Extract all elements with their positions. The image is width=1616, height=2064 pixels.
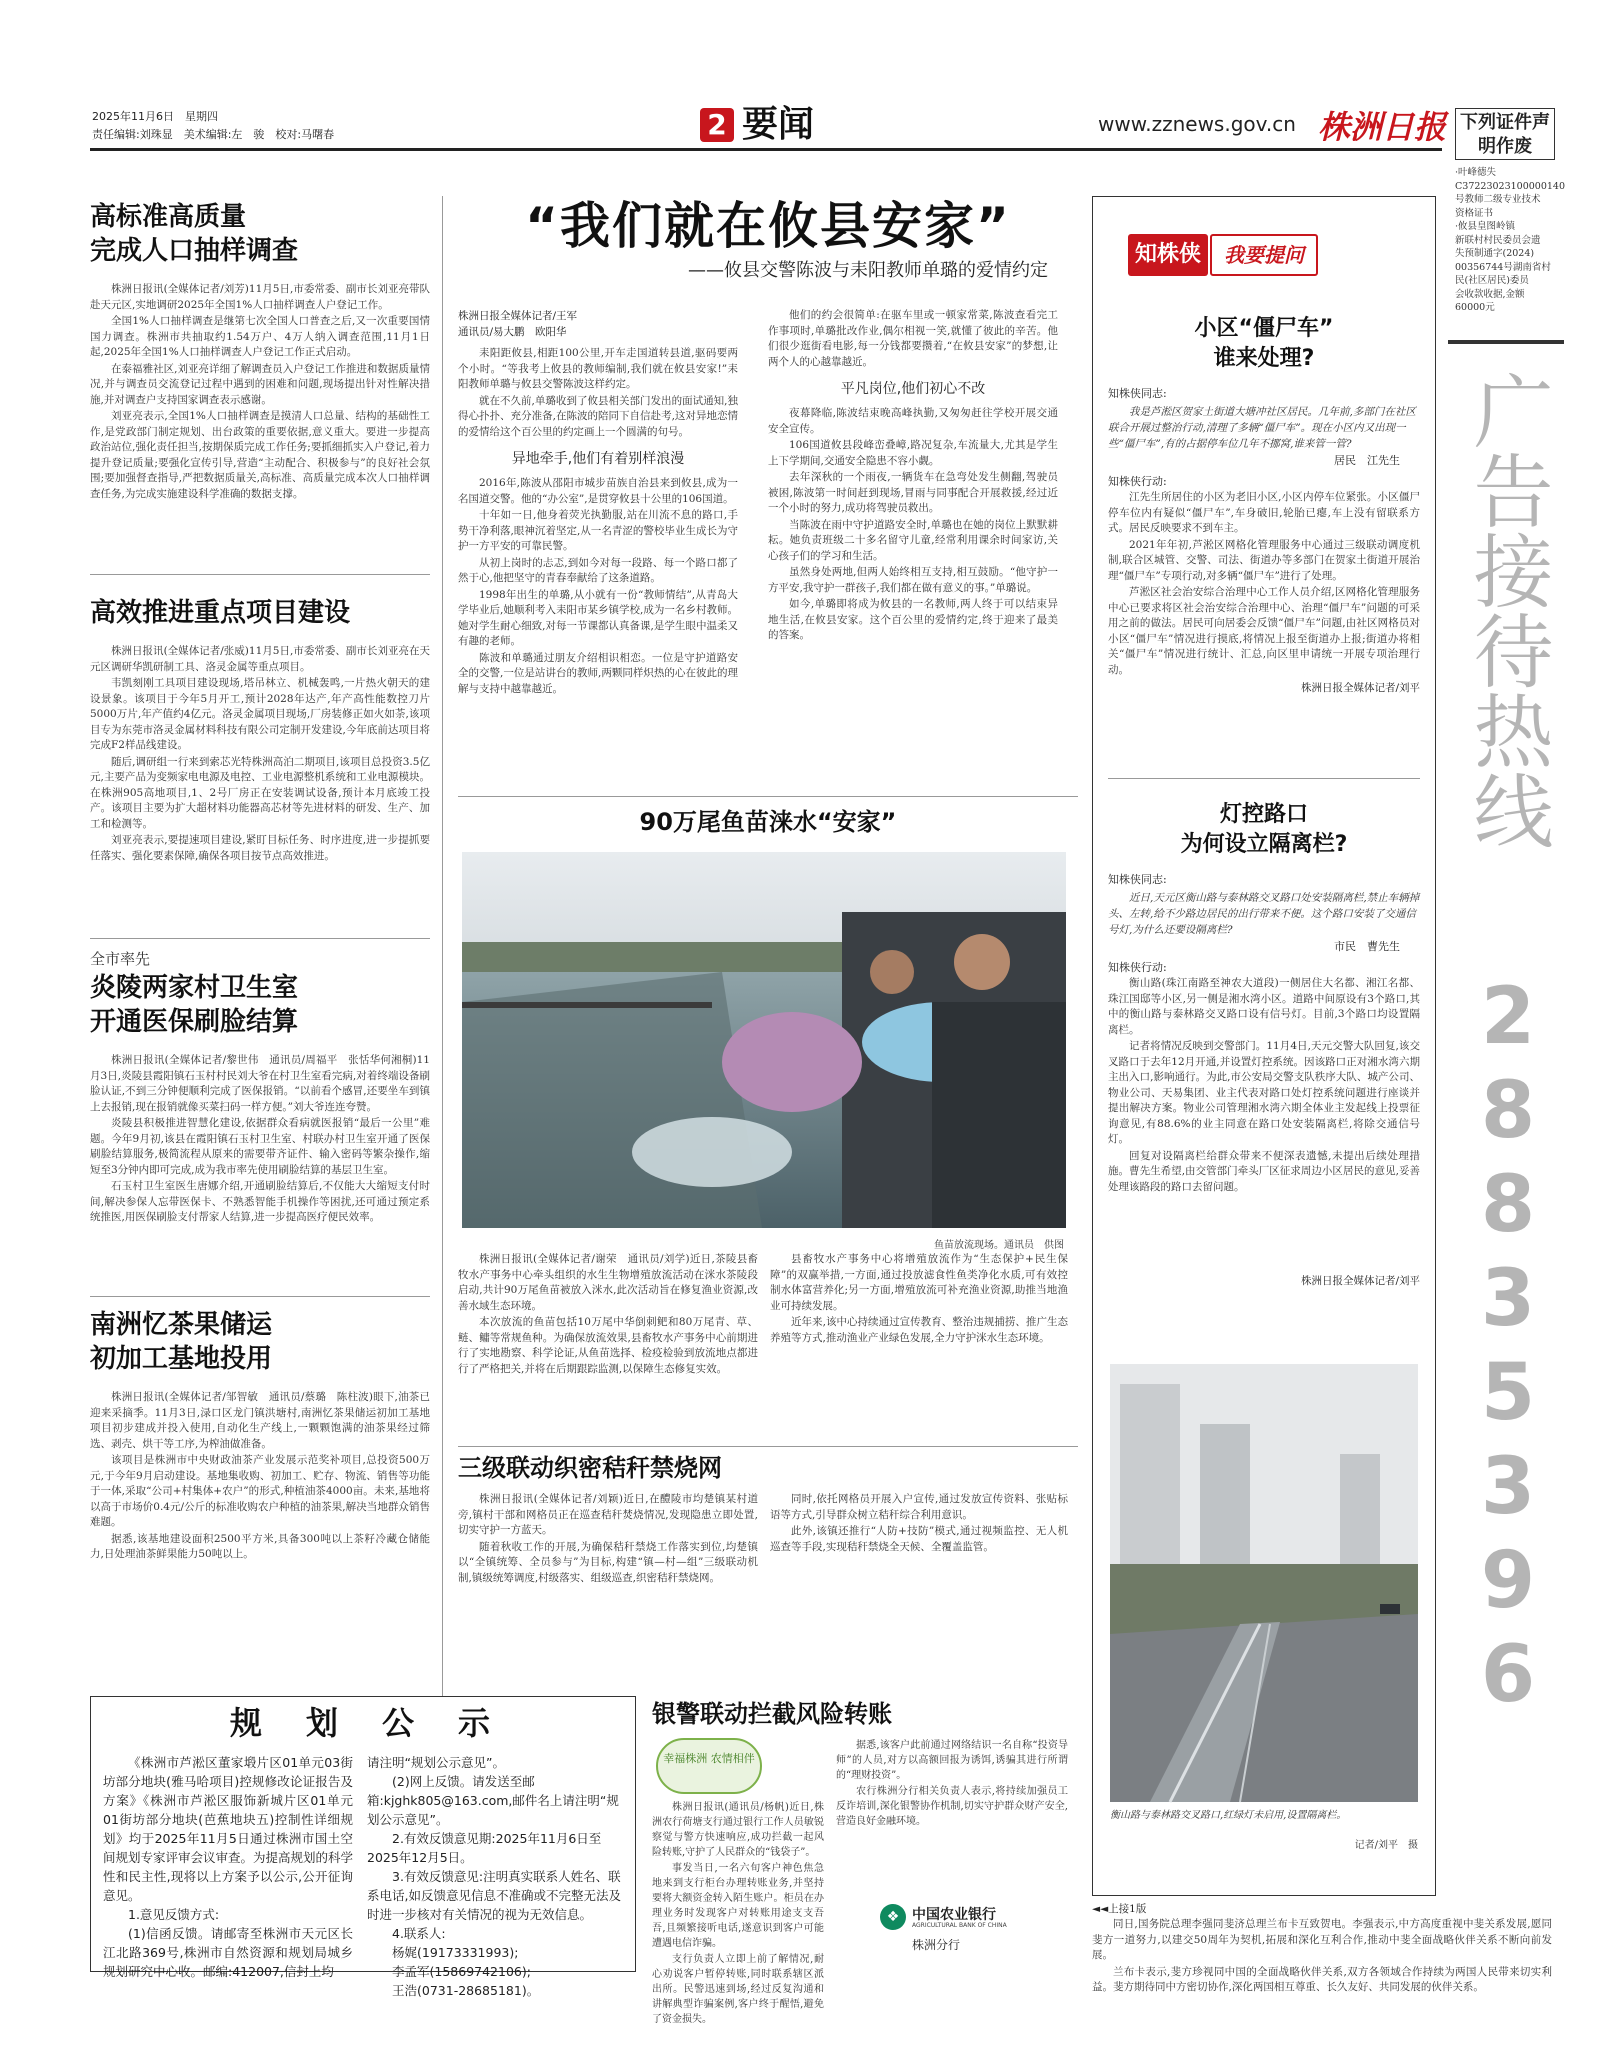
paragraph: 县畜牧水产事务中心将增殖放流作为“生态保护+民生保障”的双赢举措,一方面,通过投放滤食性鱼类净化水质,可有效控制水体富营养化;另一方面,增殖放流可补充渔业资源,助推当地渔业可持续发展。 (770, 1253, 1068, 1312)
paragraph: 本次放流的鱼苗包括10万尾中华倒刺鲃和80万尾青、草、鲢、鳙等常规鱼种。为确保放流效果,县畜牧水产事务中心前期进行了实地勘察、科学论证,从鱼苗选择、检疫检验到放流地点都进行了严格把关,并将在后期跟踪监测,以保障生态修复实效。 (458, 1316, 758, 1375)
photo-credit: 记者/刘平 摄 (1354, 1840, 1418, 1851)
notice-heading: 规 划 公 示 (229, 1704, 496, 1742)
qa-zombie-cars (1108, 314, 1420, 697)
paragraph: 回复对设隔离栏给群众带来不便深表遗憾,未提出后续处理措施。曹先生希望,由交管部门牵头厂区征求周边小区居民的意见,妥善处理该路段的路口去留问题。 (1108, 1149, 1420, 1193)
paragraph: 陈波和单璐通过朋友介绍相识相恋。一位是守护道路安全的交警,一位是站讲台的教师,两颗同样炽热的心在彼此的理解与支持中越靠越近。 (458, 651, 738, 695)
paragraph: 4.联系人: (392, 1926, 446, 1941)
paragraph: 在泰福雅社区,刘亚亮详细了解调查员入户登记工作推进和数据质量情况,并与调查员交流登记过程中遇到的困难和问题,现场提出针对性解决措施,并对调查户支持国家调查表示感谢。 (90, 362, 430, 406)
feature-headline-block (458, 196, 1078, 282)
ad-rule (1448, 340, 1564, 344)
article-key-projects (90, 596, 430, 865)
paragraph: 此外,该镇还推行“人防+技防”模式,通过视频监控、无人机巡查等手段,实现秸秆禁烧全天候、全覆盖监管。 (770, 1525, 1068, 1553)
paragraph: 记者将情况反映到交警部门。11月4日,天元交警大队回复,该交叉路口于去年12月开通,并设置灯控系统。因该路口正对湘水湾六期主出入口,影响通行。为此,市公安局交警支队秩序大队、城产公司、物业公司、天易集团、业主代表对路口处灯控系统问题进行座谈并提出解决方案。物业公司管理湘水湾六期全体业主发起线上投票征询意见,有88.6%的业主同意在路口处安装隔离栏,将除交通信号灯。 (1108, 1040, 1420, 1145)
notice-line: 号教师二级专业技术 (1455, 194, 1541, 205)
paragraph: 同时,依托网格员开展入户宣传,通过发放宣传资料、张贴标语等方式,引导群众树立秸秆综合利用意识。 (770, 1493, 1068, 1521)
paragraph: 株洲日报讯(通讯员/杨帆)近日,株洲农行荷塘支行通过银行工作人员敏锐察觉与警方快速响应,成功拦截一起风险转账,守护了人民群众的“钱袋子”。 (652, 1802, 824, 1858)
qa-question: 我是芦淞区贺家土街道大塘冲社区居民。几年前,多部门在社区联合开展过整治行动,清理了多辆“僵尸车”。现在小区内又出现一些“僵尸车”,有的占据停车位几年不挪窝,谁来管一管? (1108, 406, 1416, 450)
qa-question: 近日,天元区衡山路与泰林路交叉路口处安装隔离栏,禁止车辆掉头、左转,给不少路边居民的出行带来不便。这个路口安装了交通信号灯,为什么还要设隔离栏? (1108, 892, 1420, 936)
paragraph: 《株洲市芦淞区董家塅片区01单元03街坊部分地块(雅马哈项目)控规修改论证报告及方案》《株洲市芦淞区服饰新城片区01单元01街坊部分地块(芭蕉地块五)控制性详细规划》均于2025年11月5日通过株洲市国土空间规划专家评审会议审查。为提高规划的科学性和民主性,现将以上方案予以公示,公开征询意见。 (103, 1755, 354, 1903)
article-title: 高标准高质量 完成人口抽样调查 (90, 202, 299, 266)
qa-logo-sub: 我要提问 (1210, 234, 1318, 276)
photo-caption: 衡山路与泰林路交叉路口,红绿灯未启用,设置隔离栏。 (1110, 1810, 1347, 1821)
continued-marker: ◄◄上接1版 (1092, 1903, 1147, 1915)
issue-date: 2025年11月6日 星期四 (92, 110, 218, 123)
notice-line: C37223023100000140 (1455, 180, 1566, 192)
notice-line: ·攸县皇图岭镇 (1455, 221, 1516, 232)
abc-bank-icon: ❖ (880, 1904, 906, 1930)
ad-hotline-text: 广告接待热线 (1460, 370, 1553, 850)
paragraph: 支行负责人立即上前了解情况,耐心劝说客户暂停转账,同时联系辖区派出所。民警迅速到场,经过反复沟通和讲解典型诈骗案例,客户终于醒悟,避免了资金损失。 (652, 1954, 824, 2025)
fish-release-photo (462, 852, 1066, 1228)
section-heading: 平凡岗位,他们初心不改 (840, 381, 986, 397)
notice-title: 下列证件声明作废 (1455, 108, 1555, 160)
ad-hotline-number[interactable]: 28835396 (1480, 972, 1536, 1720)
divider (458, 796, 1078, 797)
paragraph: 就在不久前,单璐收到了攸县相关部门发出的面试通知,独得心扑扑、充分准备,在陈波的陪同下自信赴考,这对异地恋情的爱情给这个百公里的约定画上一个圆满的句号。 (458, 394, 738, 438)
paragraph: 株洲日报讯(全媒体记者/邹智敏 通讯员/蔡璐 陈柱波)眼下,油茶已迎来采摘季。11月3日,渌口区龙门镇洪塘村,南洲忆茶果储运初加工基地项目初步建成并投入使用,自动化生产线上,一颗颗饱满的油茶果经过筛选、剥壳、烘干等工序,为榨油做准备。 (90, 1391, 430, 1450)
article-title: 90万尾鱼苗涞水“安家” (639, 808, 897, 836)
column-divider (442, 196, 443, 1696)
paragraph: 3.有效反馈意见:注明真实联系人姓名、联系电话,如反馈意见信息不准确或不完整无法及时进一步核对有关情况的视为无效信息。 (367, 1869, 621, 1922)
bank-body-left (652, 1800, 824, 2025)
notice-line: 新联村村民委员会遗 (1455, 234, 1541, 246)
divider (90, 938, 430, 939)
divider (458, 1446, 1078, 1447)
paragraph: 同日,国务院总理李强同斐济总理兰布卡互致贺电。李强表示,中方高度重视中斐关系发展,愿同斐方一道努力,以建交50周年为契机,拓展和深化互利合作,推动中斐全面战略伙伴关系不断向前发展。 (1092, 1918, 1552, 1961)
article-title: 炎陵两家村卫生室 开通医保刷脸结算 (90, 973, 299, 1037)
qa-reporter: 株洲日报全媒体记者/刘平 (1300, 1275, 1420, 1287)
paragraph: 近年来,该中心持续通过宣传教育、整治违规捕捞、推广生态养殖等方式,推动渔业产业绿色发展,全力守护洣水生态环境。 (770, 1316, 1068, 1344)
paragraph: 韦凯刻刚工具项目建设现场,塔吊林立、机械轰鸣,一片热火朝天的建设景象。该项目于今年5月开工,预计2028年达产,年产高性能数控刀片5000万片,年产值约4亿元。洛灵金属项目现场,厂房装修正如火如荼,该项目专为东莞市洛灵金属材料科技有限公司定制开发建设,今年底前达项目将完成F2样品线建设。 (90, 677, 430, 751)
paragraph: 全国1%人口抽样调查是继第七次全国人口普查之后,又一次重要国情国力调查。株洲市共抽取约1.54万户、4万人纳入调查范围,11月1日起,2025年全国1%人口抽样调查人户登记工作正式启动。 (90, 315, 430, 358)
qa-title: 小区“僵尸车” 谁来处理? (1194, 316, 1334, 371)
qa-logo-main: 知株侠 (1128, 234, 1208, 276)
paragraph: 据悉,该客户此前通过网络结识一名自称“投资导师”的人员,对方以高额回报为诱饵,诱骗其进行所谓的“理财投资”。 (836, 1740, 1068, 1781)
paragraph: 江先生所居住的小区为老旧小区,小区内停车位紧张。小区僵尸停车位内有疑似“僵尸车”,车身破旧,轮胎已瘪,车上没有留联系方式。居民反映要求不到车主。 (1108, 491, 1420, 534)
paragraph: 2021年年初,芦淞区网格化管理服务中心通过三级联动调度机制,联合区城管、交警、司法、街道办等多部门在贺家土街道开展治理“僵尸车”专项行动,对多辆“僵尸车”进行了处理。 (1108, 538, 1420, 582)
bank-name-en: AGRICULTURAL BANK OF CHINA (912, 1922, 1007, 1929)
photo-caption: 鱼苗放流现场。通讯员 供图 (934, 1240, 1064, 1251)
notice-line: ·叶峰德失 (1455, 167, 1497, 178)
paragraph: (1)信函反馈。请邮寄至株洲市天元区长江北路369号,株洲市自然资源和规划局城乡规划研究中心收。邮编:412007,信封上均 (103, 1926, 353, 1979)
qa-title: 灯控路口 为何设立隔离栏? (1180, 802, 1348, 857)
paragraph: 1998年出生的单璐,从小就有一份“教师情结”,从青岛大学毕业后,她顺利考入耒阳市某乡镇学校,成为一名乡村教师。她对学生耐心细致,对每一节课都认真备课,是学生眼中温柔又有趣的老师。 (458, 588, 738, 647)
notice-line: 资格证书 (1455, 207, 1494, 219)
paragraph: 1.意见反馈方式: (128, 1907, 220, 1922)
paragraph: 株洲日报讯(全媒体记者/黎世伟 通讯员/周福平 张恬华何湘桐)11月3日,炎陵县霞阳镇石玉村村民刘大爷在村卫生室看完病,对着终端设备刷脸认证,不到三分钟便顺利完成了医保报销。“以前看个感冒,还要坐车到镇上去报销,现在报销就像买菜扫码一样方便。”刘大爷连连夸赞。 (90, 1054, 430, 1113)
article-title: 三级联动织密秸秆禁烧网 (458, 1454, 722, 1482)
paragraph: 株洲日报讯(全媒体记者/刘颖)近日,在醴陵市均楚镇某村道旁,镇村干部和网格员正在巡查秸秆焚烧情况,发现隐患立即处置,切实守护一方蓝天。 (458, 1493, 758, 1536)
qa-reporter: 株洲日报全媒体记者/刘平 (1300, 682, 1420, 694)
notice-list (1455, 166, 1566, 315)
road-illustration (1110, 1364, 1418, 1802)
paragraph: 耒阳距攸县,相距100公里,开车走国道转县道,驱码要两个小时。“等我考上攸县的教师编制,我们就在攸县安家!”耒阳教师单璐与攸县交警陈波这样约定。 (458, 347, 738, 390)
article-title: 高效推进重点项目建设 (90, 598, 351, 628)
newspaper-logo: 株洲日报 (1318, 108, 1447, 146)
paragraph: 衡山路(珠江南路至神农大道段)一侧居住大名都、湘江名都、珠江国邸等小区,另一侧是湘水湾小区。道路中间原设有3个路口,其中的衡山路与泰林路交叉路口设有信号灯。目前,3个路口均设置隔离栏。 (1108, 977, 1420, 1036)
paragraph: 夜幕降临,陈波结束晚高峰执勤,又匆匆赶往学校开展交通安全宣传。 (768, 407, 1058, 435)
paragraph: 如今,单璐即将成为攸县的一名教师,两人终于可以结束异地生活,在攸县安家。这个百公里的爱情约定,终于迎来了最美的答案。 (768, 598, 1058, 641)
feature-col-1 (458, 308, 738, 776)
paragraph: 株洲日报讯(全媒体记者/张威)11月5日,市委常委、副市长刘亚亮在天元区调研华凯研制工具、洛灵金属等重点项目。 (90, 645, 430, 673)
qa-answer-greeting: 知株侠行动: (1108, 961, 1167, 974)
masthead-info (92, 108, 334, 144)
continued-article (1092, 1902, 1552, 1997)
bank-body-right (836, 1738, 1068, 1888)
page-number: 2 (700, 108, 734, 142)
paragraph: 十年如一日,他身着荧光执勤服,站在川流不息的路口,手势干净利落,眼神沉着坚定,从一名青涩的警校毕业生成长为守护一方平安的可靠民警。 (458, 509, 738, 552)
contact-line: 李孟军(15869742106); (392, 1964, 531, 1979)
feature-byline: 株洲日报全媒体记者/王军 通讯员/易大鹏 欧阳华 (458, 310, 578, 338)
paragraph: 他们的约会很简单:在驱车里或一顿家常菜,陈波查看完工作事项时,单璐批改作业,偶尔相视一笑,就懂了彼此的辛苦。他们很少逛街看电影,每一分钱都要攒着,“在攸县安家”的梦想,让两个人的心越靠越近。 (768, 309, 1058, 368)
editors-line: 责任编辑:刘珠显 美术编辑:左 骏 校对:马曙春 (92, 128, 335, 141)
bank-name: 中国农业银行 (912, 1907, 996, 1923)
divider (90, 1296, 430, 1297)
qa-signer: 居民 江先生 (1334, 454, 1400, 467)
qa-greeting: 知株侠同志: (1108, 387, 1167, 400)
feature-headline: “我们就在攸县安家” (525, 197, 1011, 255)
contact-line: 杨娓(19173331993); (392, 1945, 519, 1960)
paragraph: 事发当日,一名六旬客户神色焦急地来到支行柜台办理转账业务,并坚持要将大额资金转入陌生账户。柜员在办理业务时发现客户对转账用途支支吾吾,且频繁接听电话,遂意识到客户可能遭遇电信诈骗。 (652, 1863, 824, 1949)
qa-signer: 市民 曹先生 (1334, 940, 1400, 953)
notice-col-2 (367, 1753, 625, 1998)
contact-line: 王浩(0731-28685181)。 (392, 1983, 540, 1998)
paragraph: 石玉村卫生室医生唐娜介绍,开通刷脸结算后,不仅能大大缩短支付时间,解决参保人忘带医保卡、不熟悉智能手机操作等困扰,还可通过预定系统推医,用医保刷脸支付帮家人结算,进一步提高医疗便民效率。 (90, 1180, 430, 1223)
paragraph: 请注明“规划公示意见”。 (367, 1755, 505, 1770)
paragraph: 随后,调研组一行来到索芯光特株洲高泊二期项目,该项目总投资3.5亿元,主要产品为变频家电电源及电控、工业电源整机系统和工业电源模块。在株洲905高地项目,1、2号厂房正在安装调试设备,预计本月底竣工投产。该项目主要为扩大超材料功能器高芯材等先进材料的研发、生产、加工和检测等。 (90, 755, 430, 830)
fish-body-left (458, 1252, 758, 1436)
paragraph: 刘亚亮表示,全国1%人口抽样调查是摸清人口总量、结构的基础性工作,是党政部门制定规划、出台政策的重要依据,意义重大。要进一步提高政治站位,强化责任担当,按期保质完成工作任务;要抓细抓实入户登记,着力提升登记质量;要强化宣传引导,营造“主动配合、积极参与”的良好社会氛围;要加强督查指导,严把数据质量关,高标准、高质量完成本次人口抽样调查任务,为完成实施建设科学准确的数据支撑。 (90, 410, 430, 500)
article-kicker: 全市率先 (90, 950, 151, 968)
paragraph: 2016年,陈波从邵阳市城步苗族自治县来到攸县,成为一名国道交警。他的“办公室”,是贯穿攸县十公里的106国道。 (458, 477, 738, 505)
planning-notice-box (90, 1696, 636, 1998)
header-rule (90, 148, 1442, 151)
article-yanling-clinic (90, 948, 430, 1227)
paragraph: 株洲日报讯(全媒体记者/刘芳)11月5日,市委常委、副市长刘亚亮带队赴天元区,实地调研2025年全国1%人口抽样调查人户登记工作。 (90, 283, 430, 311)
feature-col-2 (768, 308, 1058, 796)
qa-greeting: 知株侠同志: (1108, 873, 1167, 886)
fish-release-illustration (462, 852, 1066, 1228)
paragraph: 芦淞区社会治安综合治理中心工作人员介绍,区网格化管理服务中心已要求将区社会治安综合治理中心、治理“僵尸车”问题的可采用之前的做法。居民可向居委会反馈“僵尸车”问题,由社区网格员对小区“僵尸车”情况进行摸底,将情况上报至街道办上报;街道办将相关“僵尸车”情况进行统计、汇总,向区里申请统一开展专项治理行动。 (1108, 586, 1420, 676)
paragraph: 刘亚亮表示,要提速项目建设,紧盯目标任务、时序进度,进一步提抓要任落实、强化要素保障,确保各项目按节点高效推进。 (90, 834, 430, 862)
paragraph: 炎陵县积极推进智慧化建设,依据群众看病就医报销“最后一公里”难题。今年9月初,该县在霞阳镇石玉村卫生室、村联办村卫生室开通了医保刷脸结算服务,极简流程从原来的需要带齐证件、输入密码等繁杂操作,缩短至3分钟内即可完成,成为我市率先使用刷脸结算的基层卫生室。 (90, 1117, 430, 1176)
bank-branch: 株洲分行 (912, 1938, 961, 1952)
paragraph: 去年深秋的一个雨夜,一辆货车在急弯处发生侧翻,驾驶员被困,陈波第一时间赶到现场,冒雨与同事配合开展救援,经过近一个小时的努力,成功将驾驶员救出。 (768, 471, 1058, 514)
qa-answer-greeting: 知株侠行动: (1108, 475, 1167, 488)
arson-body-left (458, 1492, 758, 1692)
divider (90, 574, 430, 575)
section-name: 要闻 (742, 104, 815, 145)
paragraph: 株洲日报讯(全媒体记者/谢荣 通讯员/刘学)近日,茶陵县畜牧水产事务中心牵头组织的水生生物增殖放流活动在洣水茶陵段启动,共计90万尾鱼苗被放入洣水,此次活动旨在修复渔业资源,改善水域生态环境。 (458, 1253, 758, 1312)
notice-line: 00356744号湖南省村 (1455, 261, 1551, 273)
notice-col-1 (103, 1753, 354, 1979)
paragraph: 106国道攸县段峰峦叠嶂,路况复杂,车流量大,尤其是学生上下学期间,交通安全隐患不容小觑。 (768, 439, 1058, 467)
arson-body-right (770, 1492, 1068, 1692)
article-title: 银警联动拦截风险转账 (652, 1700, 892, 1728)
article-title: 南洲忆茶果储运 初加工基地投用 (90, 1310, 273, 1374)
road-barrier-photo (1110, 1364, 1418, 1802)
notice-line: 会收款收据,金额 (1455, 288, 1525, 300)
notice-line: 失预制通字(2024) (1455, 248, 1535, 259)
divider (1108, 778, 1420, 779)
fish-body-right (770, 1252, 1068, 1436)
paragraph: 从初上岗时的忐忑,到如今对每一段路、每一个路口都了然于心,他把坚守的青春奉献给了这条道路。 (458, 556, 738, 584)
paragraph: 据悉,该基地建设面积2500平方米,具备300吨以上茶籽冷藏仓储能力,日处理油茶鲜果能力50吨以上。 (90, 1532, 430, 1560)
notice-line: 60000元 (1455, 302, 1495, 313)
paragraph: (2)网上反馈。请发送至邮箱:kjghk805@163.com,邮件名上请注明“规划公示意见”。 (367, 1774, 619, 1827)
paragraph: 该项目是株洲市中央财政油茶产业发展示范奖补项目,总投资500万元,于今年9月启动建设。基地集收购、初加工、贮存、物流、销售等功能于一体,采取“公司+村集体+农户”的形式,种植油茶4000亩。未来,基地将以高于市场价0.4元/公斤的标准收购农户种植的油茶果,解决当地群众销售难题。 (90, 1454, 430, 1528)
paragraph: 兰布卡表示,斐方珍视同中国的全面战略伙伴关系,双方各领域合作持续为两国人民带来切实利益。斐方期待同中方密切协作,深化两国相互尊重、长久友好、共同发展的伙伴关系。 (1092, 1965, 1552, 1993)
feature-subhead: ——攸县交警陈波与耒阳教师单璐的爱情约定 (688, 260, 1048, 281)
paragraph: 虽然身处两地,但两人始终相互支持,相互鼓励。“他守护一方平安,我守护一群孩子,我们都在做有意义的事。”单璐说。 (768, 566, 1058, 594)
paragraph: 随着秋收工作的开展,为确保秸秆禁烧工作落实到位,均楚镇以“全镇统筹、全员参与”为目标,构建“镇—村—组”三级联动机制,镇级统筹调度,村级落实、组级巡查,织密秸秆禁烧网。 (458, 1540, 758, 1584)
paragraph: 2.有效反馈意见期:2025年11月6日至2025年12月5日。 (367, 1831, 602, 1865)
article-oil-tea-base (90, 1308, 430, 1564)
article-population-survey (90, 200, 430, 503)
section-heading: 异地牵手,他们有着别样浪漫 (511, 451, 685, 467)
notice-line: 民(社区居民)委员 (1455, 275, 1529, 286)
paragraph: 农行株洲分行相关负责人表示,将持续加强员工反诈培训,深化银警协作机制,切实守护群众财产安全,营造良好金融环境。 (836, 1786, 1068, 1827)
site-url[interactable]: www.zznews.gov.cn (1098, 112, 1296, 136)
paragraph: 当陈波在雨中守护道路安全时,单璐也在她的岗位上默默耕耘。她负责班级二十多名留守儿童,经常利用课余时间家访,关心孩子们的学习和生活。 (768, 518, 1058, 562)
rural-logo: 幸福株洲 农情相伴 (656, 1738, 762, 1794)
qa-signal-barrier (1108, 800, 1420, 1290)
